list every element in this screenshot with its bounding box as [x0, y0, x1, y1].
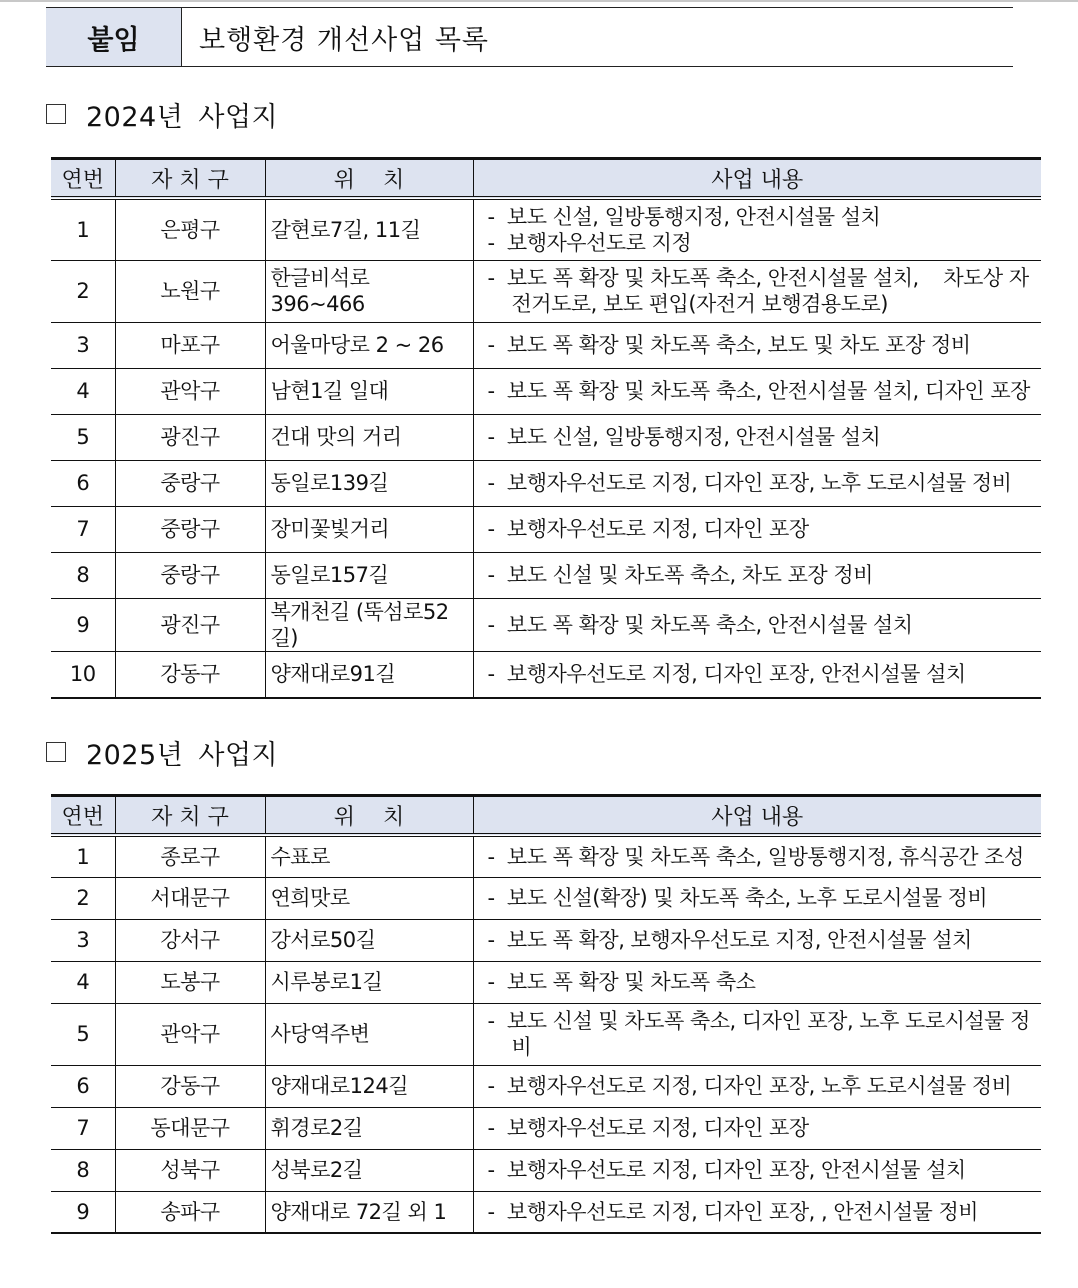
table-row: [51, 506, 1041, 552]
content-line: - 보행자우선도로 지정: [487, 230, 692, 255]
table-row: [51, 198, 1041, 260]
table-row: [51, 460, 1041, 506]
cell-district: 도봉구: [115, 961, 265, 1003]
cell-no: 3: [51, 919, 115, 961]
cell-location: 장미꽃빛거리: [265, 506, 473, 552]
cell-location: 양재대로124길: [265, 1065, 473, 1107]
attachment-tag: 붙임: [46, 8, 182, 66]
cell-no: 7: [51, 506, 115, 552]
col-header-content: 사업 내용: [473, 159, 1041, 199]
section-title: 2025년 사업지: [86, 739, 279, 771]
table-row: [51, 1149, 1041, 1191]
cell-location: 양재대로91길: [265, 652, 473, 698]
table-row: [51, 1065, 1041, 1107]
cell-no: 4: [51, 961, 115, 1003]
cell-location: 시루봉로1길: [265, 961, 473, 1003]
cell-location: 수표로: [265, 835, 473, 877]
cell-content: [473, 1003, 1041, 1065]
cell-district: 중랑구: [115, 506, 265, 552]
cell-location: 연희맛로: [265, 877, 473, 919]
table-row: [51, 835, 1041, 877]
cell-content: [473, 322, 1041, 368]
table-row: [51, 552, 1041, 598]
cell-district: 은평구: [115, 198, 265, 260]
cell-location: 건대 맛의 거리: [265, 414, 473, 460]
content-line: - 보도 폭 확장 및 차도폭 축소, 안전시설물 설치: [487, 612, 913, 637]
table-row: [51, 877, 1041, 919]
cell-district: 광진구: [115, 414, 265, 460]
cell-content: [473, 652, 1041, 698]
table-row: [51, 961, 1041, 1003]
cell-district: 노원구: [115, 260, 265, 322]
cell-no: 5: [51, 1003, 115, 1065]
table-row: [51, 322, 1041, 368]
cell-no: 10: [51, 652, 115, 698]
content-line: - 보행자우선도로 지정, 디자인 포장: [487, 516, 809, 541]
cell-location: 강서로50길: [265, 919, 473, 961]
content-line: - 보행자우선도로 지정, 디자인 포장, 노후 도로시설물 정비: [487, 470, 1012, 495]
table-row: [51, 260, 1041, 322]
cell-district: 마포구: [115, 322, 265, 368]
cell-no: 6: [51, 1065, 115, 1107]
cell-no: 1: [51, 835, 115, 877]
table-header-row: [51, 796, 1041, 836]
cell-content: [473, 198, 1041, 260]
table-row: [51, 919, 1041, 961]
cell-no: 8: [51, 552, 115, 598]
cell-content: [473, 506, 1041, 552]
table-row: [51, 1003, 1041, 1065]
content-line: - 보도 폭 확장 및 차도폭 축소, 안전시설물 설치, 차도상 자전거도로, 보도 편입(자전거 보행겸용도로): [487, 265, 1029, 316]
col-header-content: 사업 내용: [473, 796, 1041, 836]
cell-content: [473, 460, 1041, 506]
col-header-district: 자 치 구: [115, 159, 265, 199]
table-row: [51, 368, 1041, 414]
cell-district: 동대문구: [115, 1107, 265, 1149]
cell-location: 휘경로2길: [265, 1107, 473, 1149]
content-line: - 보행자우선도로 지정, 디자인 포장, 안전시설물 설치: [487, 662, 966, 687]
table-row: [51, 1191, 1041, 1233]
cell-no: 7: [51, 1107, 115, 1149]
cell-no: 5: [51, 414, 115, 460]
col-header-location: 위 치: [265, 159, 473, 199]
cell-location: 동일로157길: [265, 552, 473, 598]
col-header-no: 연번: [51, 796, 115, 836]
top-rule: [0, 0, 1078, 2]
cell-no: 3: [51, 322, 115, 368]
cell-no: 1: [51, 198, 115, 260]
cell-no: 9: [51, 598, 115, 652]
table-row: [51, 414, 1041, 460]
cell-content: [473, 414, 1041, 460]
content-line: - 보도 신설(확장) 및 차도폭 축소, 노후 도로시설물 정비: [487, 885, 988, 910]
cell-content: [473, 1107, 1041, 1149]
cell-location: 복개천길 (뚝섬로52길): [265, 598, 473, 652]
cell-district: 강동구: [115, 652, 265, 698]
cell-no: 6: [51, 460, 115, 506]
cell-content: [473, 1065, 1041, 1107]
cell-district: 광진구: [115, 598, 265, 652]
cell-location: 한글비석로 396~466: [265, 260, 473, 322]
content-line: - 보행자우선도로 지정, 디자인 포장, , 안전시설물 정비: [487, 1199, 979, 1224]
content-line: - 보도 신설 및 차도폭 축소, 디자인 포장, 노후 도로시설물 정비: [487, 1008, 1030, 1059]
content-line: - 보행자우선도로 지정, 디자인 포장, 안전시설물 설치: [487, 1157, 966, 1182]
cell-district: 관악구: [115, 368, 265, 414]
cell-content: [473, 368, 1041, 414]
cell-district: 강서구: [115, 919, 265, 961]
cell-content: [473, 1191, 1041, 1233]
content-line: - 보행자우선도로 지정, 디자인 포장, 노후 도로시설물 정비: [487, 1073, 1012, 1098]
checkbox-square-icon: [46, 104, 66, 124]
cell-no: 9: [51, 1191, 115, 1233]
section-2025-heading: [46, 733, 278, 771]
content-line: - 보도 폭 확장 및 차도폭 축소, 보도 및 차도 포장 정비: [487, 332, 971, 357]
content-line: - 보도 폭 확장, 보행자우선도로 지정, 안전시설물 설치: [487, 927, 972, 952]
col-header-district: 자 치 구: [115, 796, 265, 836]
content-line: - 보도 신설, 일방통행지정, 안전시설물 설치: [487, 204, 881, 229]
content-line: - 보도 신설, 일방통행지정, 안전시설물 설치: [487, 424, 881, 449]
cell-no: 2: [51, 260, 115, 322]
cell-district: 강동구: [115, 1065, 265, 1107]
section-title: 2024년 사업지: [86, 101, 279, 133]
table-row: [51, 652, 1041, 698]
table-header-row: [51, 159, 1041, 199]
cell-content: [473, 260, 1041, 322]
table-2025: [51, 794, 1041, 1234]
cell-content: [473, 877, 1041, 919]
cell-district: 송파구: [115, 1191, 265, 1233]
table-row: [51, 1107, 1041, 1149]
cell-district: 중랑구: [115, 552, 265, 598]
content-line: - 보도 폭 확장 및 차도폭 축소, 일방통행지정, 휴식공간 조성: [487, 844, 1024, 869]
cell-district: 성북구: [115, 1149, 265, 1191]
cell-location: 동일로139길: [265, 460, 473, 506]
attachment-title: 보행환경 개선사업 목록: [199, 24, 489, 56]
table-row: [51, 598, 1041, 652]
cell-content: [473, 598, 1041, 652]
table-2024: [51, 157, 1041, 699]
checkbox-square-icon: [46, 742, 66, 762]
attachment-header: [46, 7, 1013, 67]
cell-content: [473, 961, 1041, 1003]
cell-location: 사당역주변: [265, 1003, 473, 1065]
cell-no: 2: [51, 877, 115, 919]
cell-district: 관악구: [115, 1003, 265, 1065]
section-2024-heading: [46, 95, 278, 133]
cell-no: 8: [51, 1149, 115, 1191]
cell-location: 남현1길 일대: [265, 368, 473, 414]
content-line: - 보도 폭 확장 및 차도폭 축소, 안전시설물 설치, 디자인 포장: [487, 378, 1030, 403]
cell-district: 중랑구: [115, 460, 265, 506]
cell-district: 종로구: [115, 835, 265, 877]
col-header-location: 위 치: [265, 796, 473, 836]
cell-no: 4: [51, 368, 115, 414]
cell-location: 성북로2길: [265, 1149, 473, 1191]
cell-content: [473, 552, 1041, 598]
content-line: - 보도 폭 확장 및 차도폭 축소: [487, 969, 756, 994]
cell-location: 양재대로 72길 외 1: [265, 1191, 473, 1233]
cell-location: 어울마당로 2 ~ 26: [265, 322, 473, 368]
content-line: - 보도 신설 및 차도폭 축소, 차도 포장 정비: [487, 562, 873, 587]
col-header-no: 연번: [51, 159, 115, 199]
cell-content: [473, 1149, 1041, 1191]
cell-location: 갈현로7길, 11길: [265, 198, 473, 260]
cell-content: [473, 835, 1041, 877]
cell-content: [473, 919, 1041, 961]
content-line: - 보행자우선도로 지정, 디자인 포장: [487, 1115, 809, 1140]
cell-district: 서대문구: [115, 877, 265, 919]
